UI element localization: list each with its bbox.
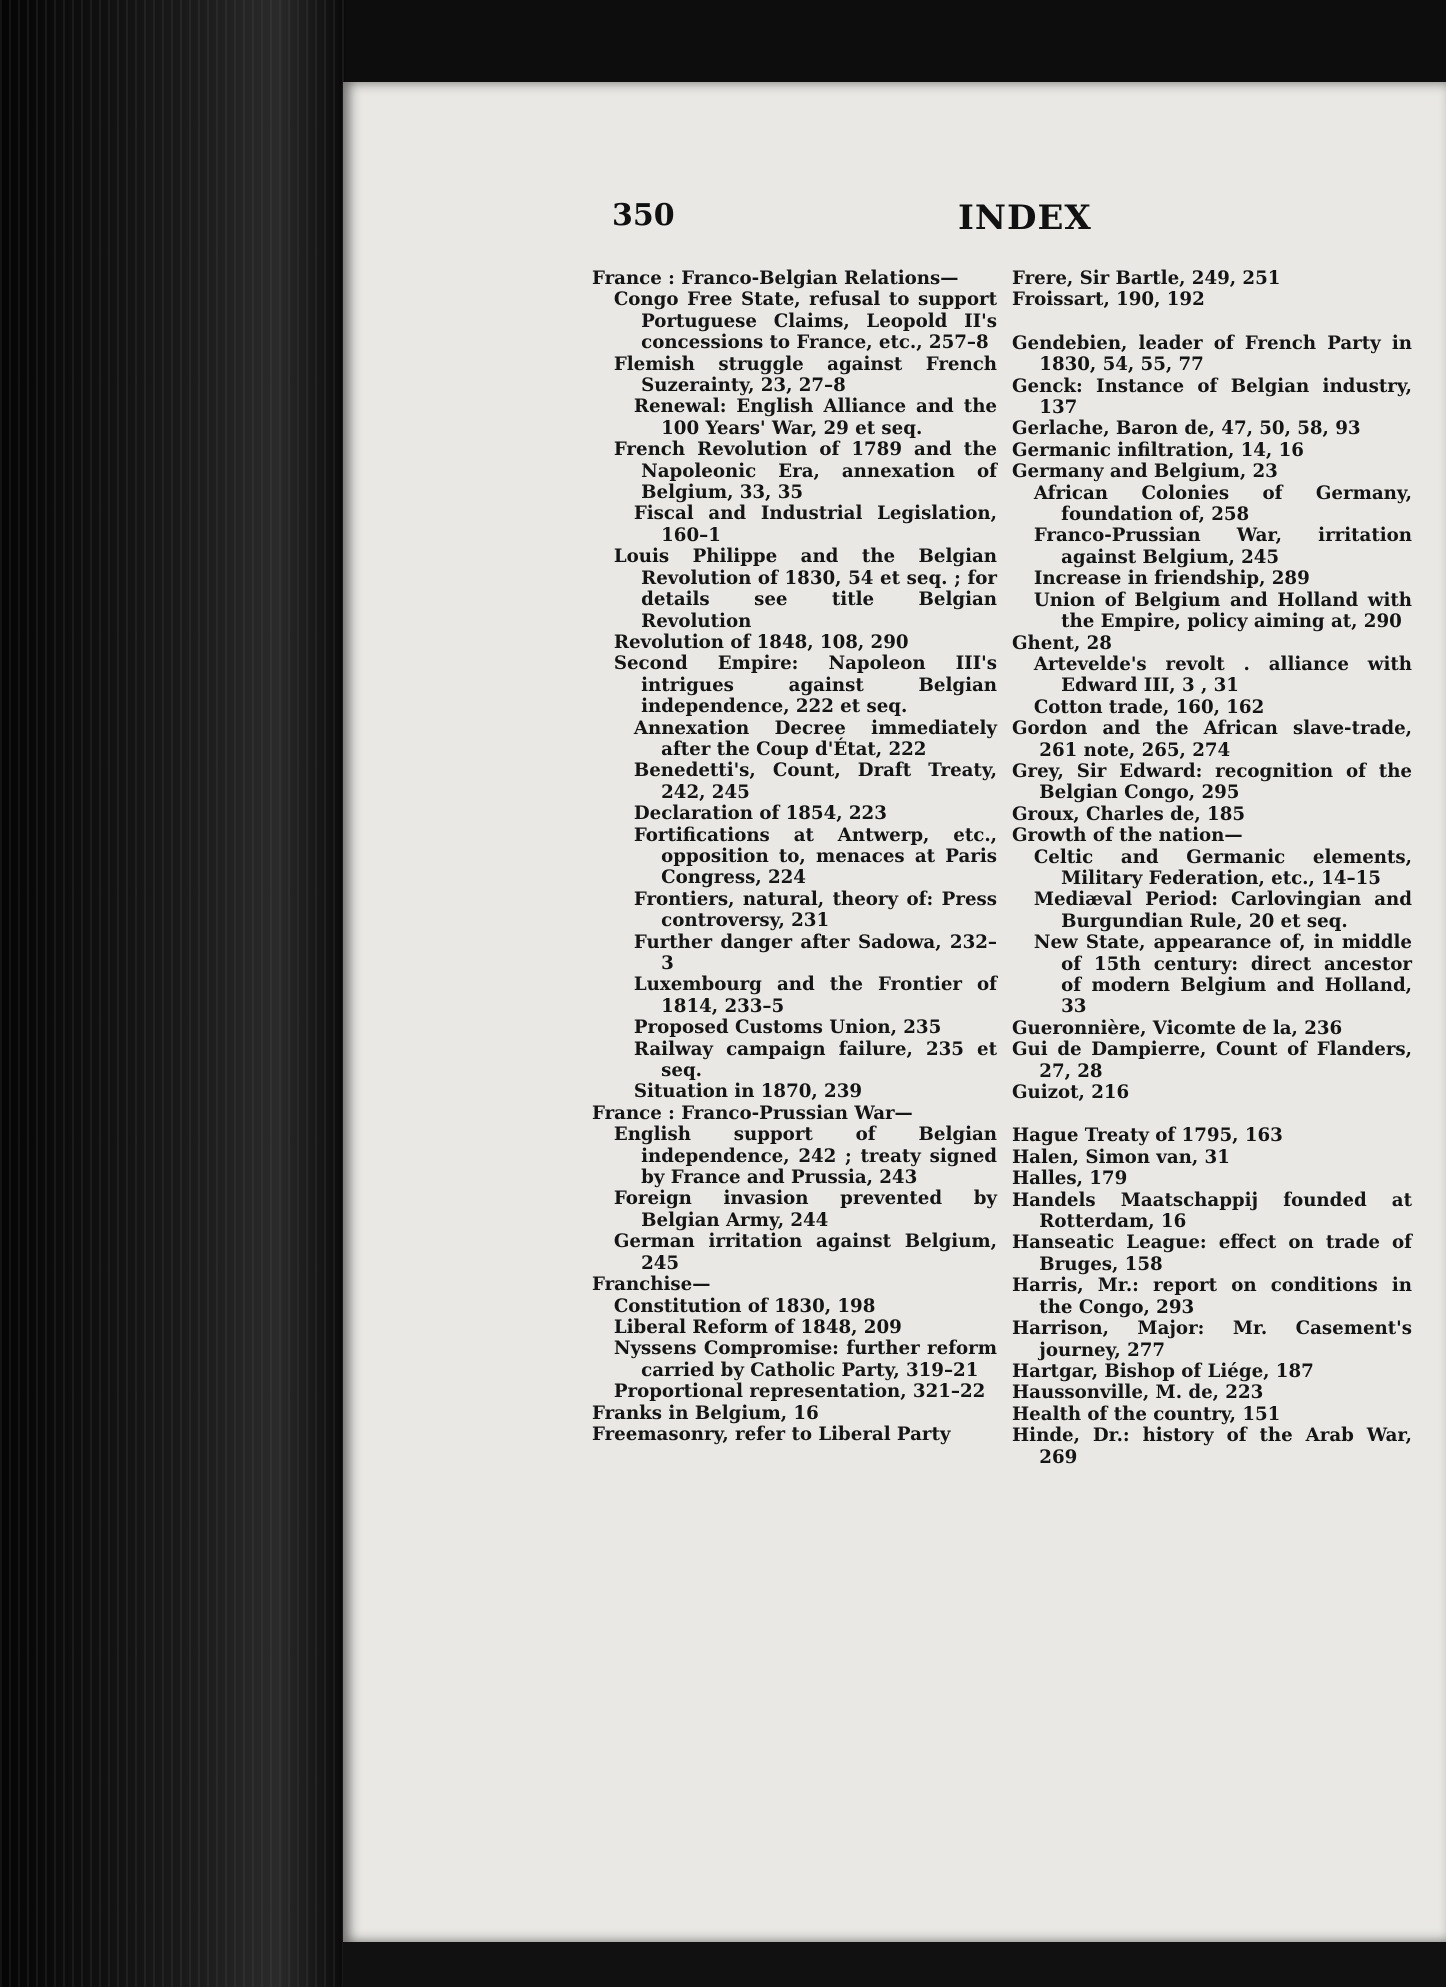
index-entry: Hinde, Dr.: history of the Arab War, 269 xyxy=(1012,1425,1412,1468)
index-subentry: Congo Free State, refusal to support Portuguese Claims, Leopold II's concessions to France, etc., 257–8 xyxy=(613,289,997,354)
page-header xyxy=(0,198,1446,248)
index-subentry: Further danger after Sadowa, 232–3 xyxy=(633,931,997,974)
book-binding-edge xyxy=(0,0,345,1987)
index-entry: Germanic infiltration, 14, 16 xyxy=(1012,439,1304,461)
index-subentry: Nyssens Compromise: further reform carried by Catholic Party, 319–21 xyxy=(613,1338,997,1381)
index-subentry: Annexation Decree immediately after the Coup d'État, 222 xyxy=(633,717,997,760)
index-entry: Germany and Belgium, 23 xyxy=(1012,461,1278,483)
index-subentry: African Colonies of Germany, foundation of, 258 xyxy=(1033,482,1412,526)
index-subentry: Increase in friendship, 289 xyxy=(1033,568,1310,590)
index-entry: Gueronnière, Vicomte de la, 236 xyxy=(1012,1017,1343,1039)
index-entry: Gordon and the African slave-trade, 261 note, 265, 274 xyxy=(1012,718,1412,761)
index-entry: France : Franco-Prussian War— xyxy=(592,1102,913,1124)
index-subentry: Renewal: English Alliance and the 100 Years' War, 29 et seq. xyxy=(633,396,997,439)
index-subentry: Fiscal and Industrial Legislation, 160–1 xyxy=(633,503,997,546)
index-entry: Gui de Dampierre, Count of Flanders, 27, 28 xyxy=(1012,1039,1412,1082)
running-title: INDEX xyxy=(958,198,1092,238)
index-subentry: Cotton trade, 160, 162 xyxy=(1033,696,1265,718)
index-subentry: German irritation against Belgium, 245 xyxy=(613,1231,997,1274)
index-subentry: Proportional representation, 321–22 xyxy=(613,1381,986,1403)
index-subentry: Union of Belgium and Holland with the Empire, policy aiming at, 290 xyxy=(1033,589,1412,633)
index-subentry: Luxembourg and the Frontier of 1814, 233–5 xyxy=(633,974,997,1017)
index-subentry: Situation in 1870, 239 xyxy=(633,1081,863,1103)
index-subentry: Fortifications at Antwerp, etc., opposition to, menaces at Paris Congress, 224 xyxy=(633,824,997,889)
index-entry: Freemasonry, refer to Liberal Party xyxy=(592,1423,951,1445)
index-entry: Gerlache, Baron de, 47, 50, 58, 93 xyxy=(1012,418,1361,440)
index-entry: Hague Treaty of 1795, 163 xyxy=(1012,1125,1283,1147)
index-entry: Harrison, Major: Mr. Casement's journey, 277 xyxy=(1012,1318,1412,1361)
index-subentry: English support of Belgian independence, 242 ; treaty signed by France and Prussia, 243 xyxy=(613,1124,997,1189)
index-entry: Froissart, 190, 192 xyxy=(1012,289,1205,311)
index-entry: Guizot, 216 xyxy=(1012,1082,1130,1104)
index-subentry: Celtic and Germanic elements, Military Federation, etc., 14–15 xyxy=(1033,846,1412,889)
index-entry: Health of the country, 151 xyxy=(1012,1403,1281,1425)
index-subentry: Frontiers, natural, theory of: Press controversy, 231 xyxy=(633,888,997,932)
index-subentry: Foreign invasion prevented by Belgian Army, 244 xyxy=(613,1188,997,1231)
page-number: 350 xyxy=(612,198,675,233)
section-gap xyxy=(1012,311,1412,333)
index-entry: Growth of the nation— xyxy=(1012,825,1243,847)
index-entry: Hanseatic League: effect on trade of Bruges, 158 xyxy=(1012,1232,1412,1275)
index-column-left xyxy=(592,268,997,1445)
index-entry: Halles, 179 xyxy=(1012,1168,1128,1190)
index-entry: Franchise— xyxy=(592,1274,711,1296)
index-subentry: French Revolution of 1789 and the Napoleonic Era, annexation of Belgium, 33, 35 xyxy=(613,439,997,504)
index-entry: Halen, Simon van, 31 xyxy=(1012,1146,1230,1168)
index-subentry: Liberal Reform of 1848, 209 xyxy=(613,1316,902,1338)
index-subentry: Declaration of 1854, 223 xyxy=(633,803,887,825)
index-subentry: Artevelde's revolt . alliance with Edward III, 3 , 31 xyxy=(1033,653,1412,697)
index-entry: Frere, Sir Bartle, 249, 251 xyxy=(1012,268,1281,289)
index-subentry: Revolution of 1848, 108, 290 xyxy=(613,631,909,653)
section-gap xyxy=(1012,1103,1412,1125)
index-subentry: Proposed Customs Union, 235 xyxy=(633,1017,942,1039)
page-bottom-shadow xyxy=(343,1942,1446,1987)
index-entry: Haussonville, M. de, 223 xyxy=(1012,1382,1264,1404)
index-subentry: Second Empire: Napoleon III's intrigues against Belgian independence, 222 et seq. xyxy=(613,653,997,718)
index-entry: Gendebien, leader of French Party in 1830, 54, 55, 77 xyxy=(1012,332,1412,376)
index-entry: Franks in Belgium, 16 xyxy=(592,1402,819,1424)
index-subentry: New State, appearance of, in middle of 15th century: direct ancestor of modern Belgium and Holland, 33 xyxy=(1033,932,1412,1018)
index-subentry: Benedetti's, Count, Draft Treaty, 242, 245 xyxy=(633,760,997,803)
index-entry: Handels Maatschappij founded at Rotterdam, 16 xyxy=(1012,1189,1412,1233)
index-entry: Ghent, 28 xyxy=(1012,632,1112,654)
index-column-right xyxy=(1012,268,1412,1468)
index-entry: Grey, Sir Edward: recognition of the Belgian Congo, 295 xyxy=(1012,760,1412,804)
index-subentry: Louis Philippe and the Belgian Revolution of 1830, 54 et seq. ; for details see title Belgian Revolution xyxy=(613,546,997,632)
index-subentry: Franco-Prussian War, irritation against Belgium, 245 xyxy=(1033,525,1412,568)
index-entry: Hartgar, Bishop of Liége, 187 xyxy=(1012,1360,1314,1382)
index-subentry: Mediæval Period: Carlovingian and Burgundian Rule, 20 et seq. xyxy=(1033,889,1412,932)
index-entry: Genck: Instance of Belgian industry, 137 xyxy=(1012,375,1412,419)
index-entry: Harris, Mr.: report on conditions in the Congo, 293 xyxy=(1012,1275,1412,1318)
index-subentry: Flemish struggle against French Suzerainty, 23, 27–8 xyxy=(613,353,997,397)
index-subentry: Constitution of 1830, 198 xyxy=(613,1295,876,1317)
index-subentry: Railway campaign failure, 235 et seq. xyxy=(633,1038,997,1082)
index-entry: France : Franco-Belgian Relations— xyxy=(592,268,959,289)
index-entry: Groux, Charles de, 185 xyxy=(1012,803,1246,825)
